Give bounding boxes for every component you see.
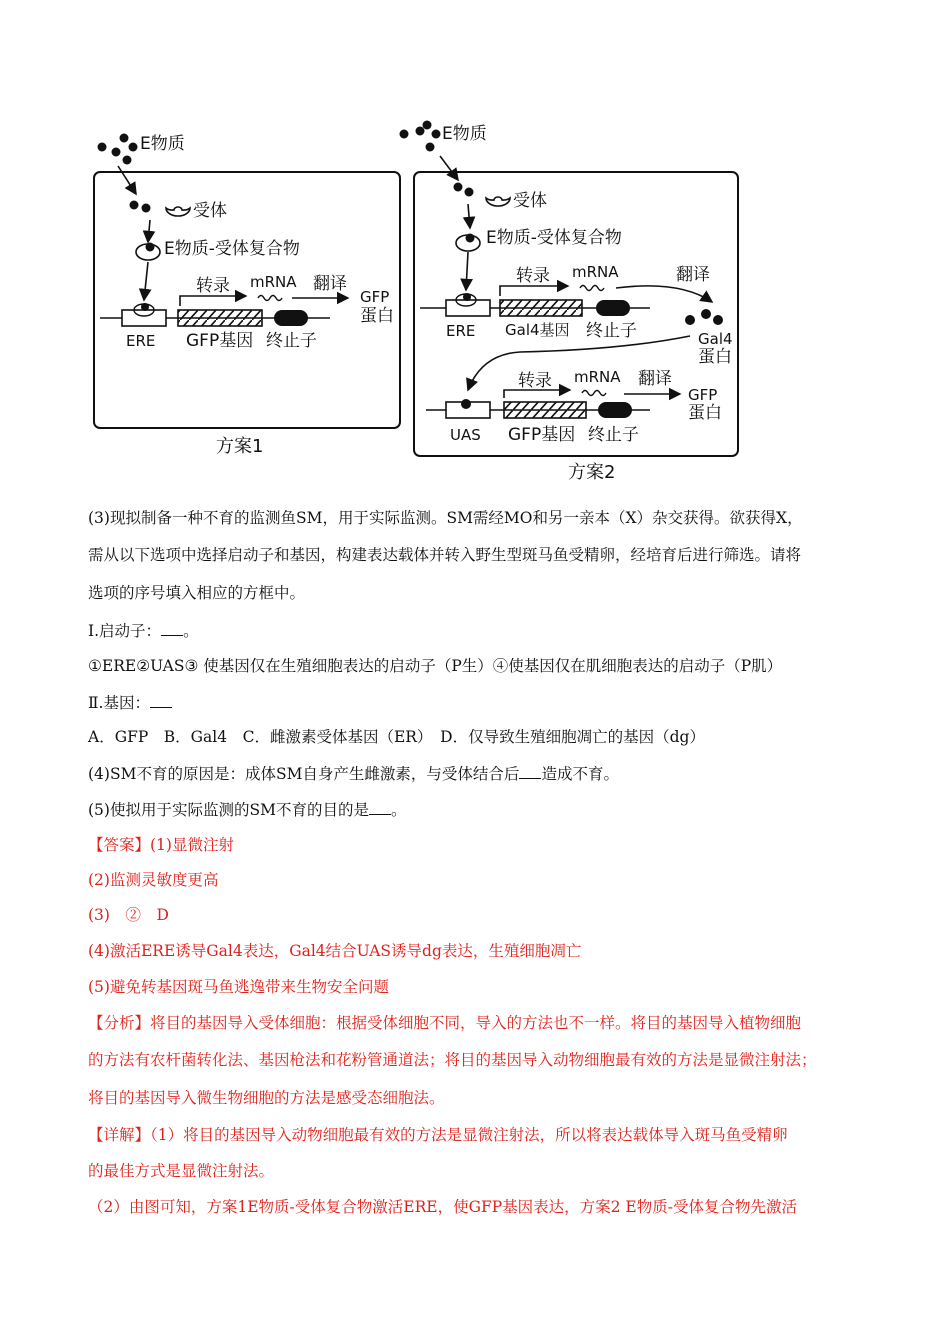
- receptor-icon-2: [486, 197, 510, 206]
- detail-line-2: 的最佳方式是显微注射法。: [88, 1162, 275, 1180]
- gene-label: Ⅱ.基因：: [88, 694, 150, 712]
- e-substance-label-2: E物质: [442, 124, 487, 144]
- receptor-label-2: 受体: [513, 191, 547, 211]
- promoter-label: Ⅰ.启动子：: [88, 622, 162, 640]
- cell-box-1: [94, 172, 400, 428]
- ere-label: ERE: [126, 332, 156, 350]
- question-5-text-a: (5)使拟用于实际监测的SM不育的目的是: [88, 801, 369, 819]
- answer-4: (4)激活ERE诱导Gal4表达，Gal4结合UAS诱导dg表达，生殖细胞凋亡: [88, 942, 582, 960]
- mrna-label: mRNA: [250, 273, 297, 291]
- gfp-gene-label: GFP基因: [186, 331, 254, 351]
- ere-label-2: ERE: [446, 322, 476, 340]
- e-substance-dots-2: [400, 121, 441, 152]
- translation-label: 翻译: [313, 274, 347, 294]
- answer-3: (3) ② D: [88, 906, 169, 924]
- transcription-label-3: 转录: [518, 371, 552, 391]
- gfp-gene-label-2: GFP基因: [508, 425, 576, 445]
- analysis-line-3: 将目的基因导入微生物细胞的方法是感受态细胞法。: [88, 1089, 445, 1107]
- question-3-line-1: (3)现拟制备一种不育的监测鱼SM，用于实际监测。SM需经MO和另一亲本（X）杂交获得。欲获得X，: [88, 509, 803, 527]
- gfp-gene-box: [178, 310, 262, 326]
- e-substance-label: E物质: [140, 134, 185, 154]
- mrna-label-3: mRNA: [574, 368, 621, 386]
- terminator-box: [274, 310, 308, 326]
- promoter-end: 。: [183, 622, 199, 640]
- terminator-box-2: [596, 300, 630, 316]
- terminator-label-2: 终止子: [586, 321, 637, 341]
- question-3-line-2: 需从以下选项中选择启动子和基因，构建表达载体并转入野生型斑马鱼受精卵，经培育后进行筛选。请将: [88, 546, 802, 564]
- ere-box-2: [446, 300, 490, 316]
- ere-box: [122, 310, 166, 326]
- terminator-box-3: [598, 402, 632, 418]
- promoter-line: [88, 620, 868, 641]
- schemes-figure: [0, 0, 950, 500]
- gene-line: [88, 692, 868, 713]
- question-5-blank[interactable]: [369, 799, 391, 815]
- answer-1: 【答案】(1)显微注射: [88, 836, 234, 854]
- scheme-1-caption: 方案1: [216, 436, 264, 457]
- promoter-options: ①ERE②UAS③ 使基因仅在生殖细胞表达的启动子（P生）④使基因仅在肌细胞表达的启动子（P肌）: [88, 657, 783, 675]
- mrna-wave-icon: [258, 296, 282, 301]
- answer-2: (2)监测灵敏度更高: [88, 871, 219, 889]
- transcription-label: 转录: [196, 276, 230, 296]
- detail-line-1: 【详解】（1）将目的基因导入动物细胞最有效的方法是显微注射法，所以将表达载体导入斑马鱼受精卵: [88, 1126, 788, 1144]
- question-4-text-b: 造成不育。: [541, 765, 619, 783]
- question-4: [88, 763, 868, 784]
- scheme-1: [94, 134, 400, 458]
- uas-label: UAS: [450, 426, 481, 444]
- translation-label-3: 翻译: [638, 369, 672, 389]
- e-substance-dots: [98, 134, 138, 165]
- question-5: [88, 799, 868, 820]
- product-label-3: GFP: [688, 386, 718, 404]
- gfp-gene-box-2: [504, 402, 586, 418]
- product-label-2: 蛋白: [360, 306, 394, 326]
- scheme-2: [400, 121, 739, 484]
- analysis-line-1: 【分析】将目的基因导入受体细胞：根据受体细胞不同，导入的方法也不一样。将目的基因导入植物细胞: [88, 1014, 802, 1032]
- question-5-text-b: 。: [390, 801, 407, 819]
- gal4-gene-label: Gal4基因: [505, 321, 570, 339]
- terminator-label: 终止子: [266, 331, 317, 351]
- scheme-2-caption: 方案2: [568, 462, 616, 483]
- gal4-protein-dots: [685, 309, 723, 325]
- analysis-line-2: 的方法有农杆菌转化法、基因枪法和花粉管通道法；将目的基因导入动物细胞最有效的方法是显微注射法；: [88, 1051, 817, 1069]
- receptor-label: 受体: [193, 201, 227, 221]
- terminator-label-3: 终止子: [588, 425, 639, 445]
- gal4-protein-label-1: Gal4: [698, 330, 733, 348]
- mrna-wave-icon-2: [580, 286, 604, 291]
- question-3-line-3: 选项的序号填入相应的方框中。: [88, 584, 306, 602]
- product-label-4: 蛋白: [688, 403, 722, 423]
- question-4-text-a: (4)SM不育的原因是：成体SM自身产生雌激素，与受体结合后: [88, 765, 520, 783]
- gal4-protein-label-2: 蛋白: [698, 347, 732, 367]
- mrna-label-2: mRNA: [572, 263, 619, 281]
- receptor-icon: [166, 207, 190, 216]
- mrna-wave-icon-3: [582, 391, 606, 396]
- gal4-gene-box: [500, 300, 582, 316]
- product-label-1: GFP: [360, 288, 390, 306]
- promoter-blank[interactable]: [161, 620, 183, 636]
- transcription-label-2: 转录: [516, 266, 550, 286]
- gene-blank[interactable]: [150, 692, 172, 708]
- detail-line-3: （2）由图可知，方案1E物质-受体复合物激活ERE，使GFP基因表达，方案2 E物质-受体复合物先激活: [88, 1198, 797, 1216]
- question-4-blank[interactable]: [519, 763, 541, 779]
- gene-options: A．GFP B．Gal4 C．雌激素受体基因（ER） D．仅导致生殖细胞凋亡的基因（dg）: [88, 728, 705, 746]
- complex-label: E物质-受体复合物: [164, 239, 300, 259]
- complex-label-2: E物质-受体复合物: [486, 228, 622, 248]
- translation-label-2: 翻译: [676, 265, 710, 285]
- answer-5: (5)避免转基因斑马鱼逃逸带来生物安全问题: [88, 978, 389, 996]
